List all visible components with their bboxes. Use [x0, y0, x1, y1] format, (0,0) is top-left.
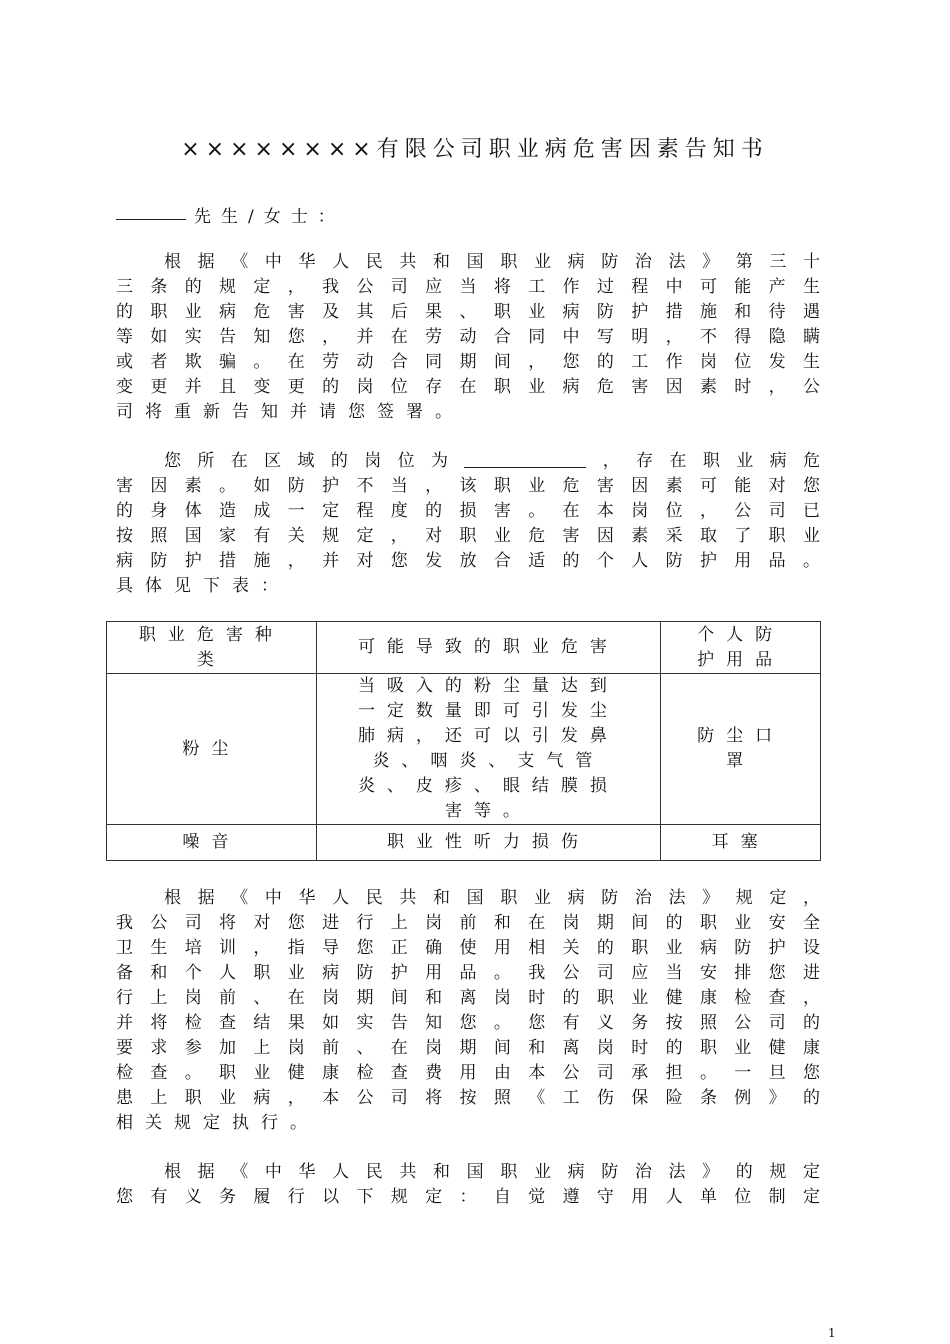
para3-line: 相关规定执行。: [116, 1113, 319, 1133]
para1-line: 司将重新告知并请您签署。: [116, 402, 464, 422]
table-row: [107, 674, 821, 825]
para4-line: 您有义务履行以下规定：自觉遵守用人单位制定: [116, 1187, 820, 1207]
para4-line: 根据《中华人民共和国职业病防治法》的规定: [164, 1162, 820, 1182]
para2-line: 按照国家有关规定，对职业危害因素采取了职业: [116, 526, 820, 546]
para3-line: 根据《中华人民共和国职业病防治法》规定，: [164, 888, 820, 908]
cell-hazard-type: 粉尘: [107, 674, 317, 825]
hazard-table: [106, 621, 821, 861]
cell-ppe: 耳塞: [661, 825, 821, 861]
para3-line: 并将检查结果如实告知您。您有义务按照公司的: [116, 1013, 820, 1033]
para1-line: 或者欺骗。在劳动合同期间，您的工作岗位发生: [116, 352, 820, 372]
salutation-line: [116, 202, 345, 227]
para1-line: 三条的规定，我公司应当将工作过程中可能产生: [116, 277, 820, 297]
para2-line: 具体见下表：: [116, 576, 290, 596]
header-ppe: 个人防 护用品: [661, 622, 821, 674]
paragraph-4: [116, 1160, 820, 1210]
header-hazard-type: 职业危害种 类: [107, 622, 317, 674]
paragraph-3: [116, 886, 820, 1136]
cell-ppe: 防尘口 罩: [661, 674, 821, 825]
paragraph-1: [116, 250, 820, 425]
table-row: [107, 825, 821, 861]
name-blank[interactable]: [116, 207, 186, 220]
para1-line: 变更并且变更的岗位存在职业病危害因素时，公: [116, 377, 820, 397]
para3-line: 卫生培训，指导您正确使用相关的职业病防护设: [116, 938, 820, 958]
header-possible-harm: 可能导致的职业危害: [316, 622, 661, 674]
para2-trail-text: ，存在职业病危: [586, 451, 820, 471]
table-header-row: [107, 622, 821, 674]
paragraph-2: [116, 449, 820, 599]
para3-line: 备和个人职业病防护用品。我公司应当安排您进: [116, 963, 820, 983]
para3-line: 我公司将对您进行上岗前和在岗期间的职业安全: [116, 913, 820, 933]
page-number: 1: [828, 1326, 836, 1340]
para2-first-line: [116, 449, 820, 474]
para1-line: 等如实告知您，并在劳动合同中写明，不得隐瞒: [116, 327, 820, 347]
para1-line: 的职业病危害及其后果、职业病防护措施和待遇: [116, 302, 820, 322]
document-title: ××××××××有限公司职业病危害因素告知书: [181, 137, 769, 162]
para1-line: 根据《中华人民共和国职业病防治法》第三十: [164, 252, 820, 272]
cell-hazard-type: 噪音: [107, 825, 317, 861]
para3-line: 行上岗前、在岗期间和离岗时的职业健康检查，: [116, 988, 820, 1008]
position-blank[interactable]: [464, 451, 586, 468]
para2-line: 害因素。如防护不当，该职业危害因素可能对您: [116, 476, 820, 496]
para2-lead-text: 您所在区域的岗位为: [164, 451, 465, 471]
para3-line: 检查。职业健康检查费用由本公司承担。一旦您: [116, 1063, 820, 1083]
cell-harm: 职业性听力损伤: [316, 825, 661, 861]
para2-line: 病防护措施，并对您发放合适的个人防护用品。: [116, 551, 820, 571]
para2-line: 的身体造成一定程度的损害。在本岗位，公司已: [116, 501, 820, 521]
cell-harm: 当吸入的粉尘量达到 一定数量即可引发尘 肺病，还可以引发鼻 炎、咽炎、支气管 炎、皮疹、眼结膜损 害等。: [316, 674, 661, 825]
para3-line: 要求参加上岗前、在岗期间和离岗时的职业健康: [116, 1038, 820, 1058]
para3-line: 患上职业病，本公司将按照《工伤保险条例》的: [116, 1088, 820, 1108]
salutation-text: 先生/女士：: [194, 207, 345, 227]
